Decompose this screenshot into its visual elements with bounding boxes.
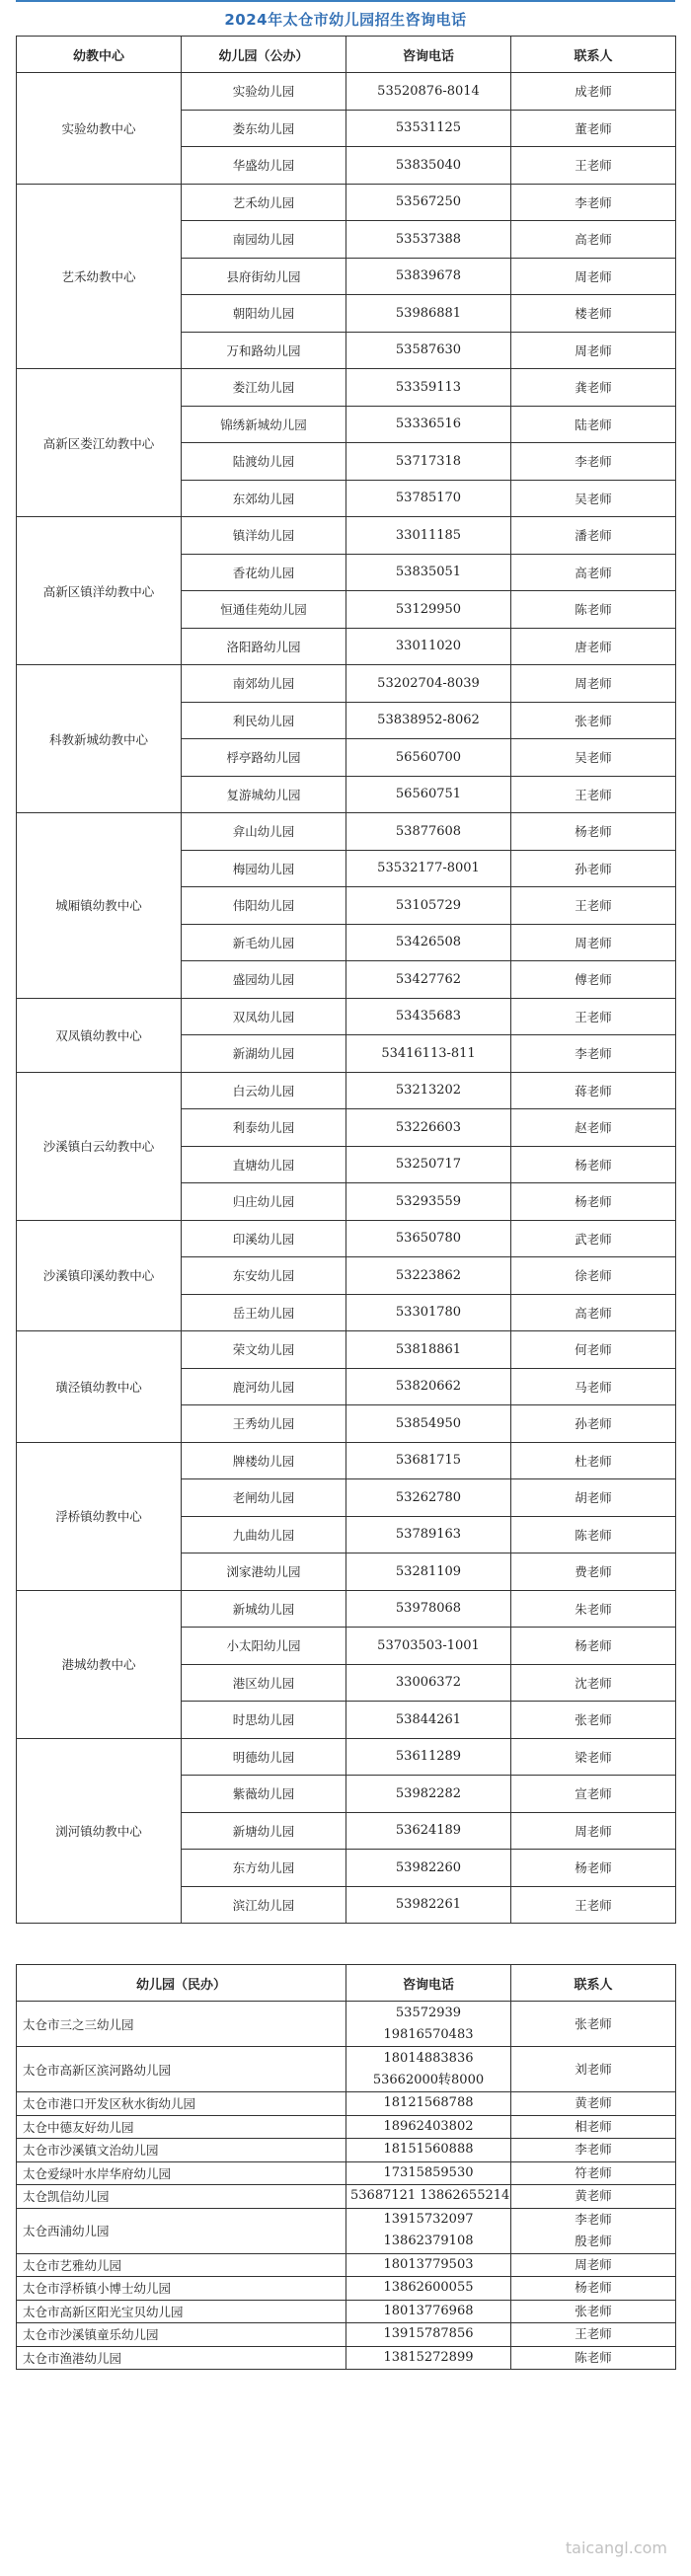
contact-person: 杨老师: [511, 1628, 676, 1665]
contact-person: 胡老师: [511, 1479, 676, 1517]
phone-number: 18121568788: [383, 2095, 474, 2111]
kindergarten-name: 白云幼儿园: [182, 1072, 346, 1109]
kindergarten-name: 太仓市渔港幼儿园: [17, 2346, 346, 2370]
kindergarten-name: 恒通佳苑幼儿园: [182, 591, 346, 629]
contact-person: 宣老师: [511, 1776, 676, 1813]
phone-number: 53223862: [346, 1257, 511, 1295]
phone-number: 53982261: [346, 1886, 511, 1924]
contact-person: 杨老师: [511, 1146, 676, 1183]
table-row: [17, 813, 676, 851]
contact-person: 成老师: [511, 73, 676, 111]
contact-person: 高老师: [511, 554, 676, 591]
contact-person: 周老师: [511, 332, 676, 369]
kindergarten-name: 太仓市浮桥镇小博士幼儿园: [17, 2277, 346, 2301]
phone-cell: [346, 2139, 511, 2162]
kindergarten-name: 利民幼儿园: [182, 702, 346, 739]
kindergarten-name: 太仓市艺雅幼儿园: [17, 2253, 346, 2277]
phone-number: 53572939: [395, 2005, 462, 2020]
phone-number: 18013779503: [383, 2256, 474, 2272]
phone-cell: [346, 2323, 511, 2347]
contact-cell: [511, 2277, 676, 2301]
phone-number: 53537388: [346, 221, 511, 259]
table-row: [17, 517, 676, 555]
contact-person: 王老师: [511, 776, 676, 813]
phone-number: 53301780: [346, 1294, 511, 1331]
header-private-phone: 咨询电话: [346, 1965, 511, 2002]
contact-person: 周老师: [511, 1812, 676, 1850]
contact-person: 费老师: [511, 1553, 676, 1591]
kindergarten-name: 太仓西浦幼儿园: [17, 2208, 346, 2253]
contact-person: 殷老师: [575, 2234, 612, 2248]
table-row: [17, 665, 676, 703]
contact-person: 张老师: [575, 2015, 612, 2031]
table-gap: [0, 1930, 691, 1964]
phone-number: 53435683: [346, 998, 511, 1035]
phone-number: 13915732097: [383, 2212, 474, 2227]
phone-number: 53717318: [346, 443, 511, 481]
private-table-body: [17, 2002, 676, 2370]
phone-number: 33006372: [346, 1664, 511, 1702]
kindergarten-name: 镇洋幼儿园: [182, 517, 346, 555]
center-name: 高新区镇洋幼教中心: [17, 517, 182, 665]
phone-number: 53587630: [346, 332, 511, 369]
private-table-header-row: [17, 1965, 676, 2002]
header-private-kindergarten: 幼儿园（民办）: [17, 1965, 346, 2002]
phone-number: 53662000转8000: [372, 2072, 485, 2087]
kindergarten-name: 太仓中德友好幼儿园: [17, 2115, 346, 2139]
contact-cell: [511, 2161, 676, 2185]
phone-number: 53427762: [346, 961, 511, 999]
kindergarten-name: 牌楼幼儿园: [182, 1442, 346, 1479]
phone-number: 53982282: [346, 1776, 511, 1813]
phone-number: 53835040: [346, 147, 511, 185]
phone-number: 53703503-1001: [346, 1628, 511, 1665]
contact-person: 吴老师: [511, 739, 676, 777]
contact-person: 杨老师: [511, 1850, 676, 1887]
header-phone: 咨询电话: [346, 37, 511, 73]
phone-number: 33011020: [346, 628, 511, 665]
contact-person: 孙老师: [511, 850, 676, 887]
phone-number: 53986881: [346, 295, 511, 333]
contact-person: 王老师: [511, 887, 676, 925]
phone-cell: [346, 2346, 511, 2370]
phone-cell: [346, 2047, 511, 2092]
phone-cell: [346, 2300, 511, 2323]
table-row: [17, 2092, 676, 2116]
contact-cell: [511, 2185, 676, 2209]
kindergarten-name: 实验幼儿园: [182, 73, 346, 111]
phone-number: 18014883836: [383, 2050, 474, 2066]
center-name: 沙溪镇白云幼教中心: [17, 1072, 182, 1220]
contact-person: 王老师: [511, 998, 676, 1035]
contact-person: 楼老师: [511, 295, 676, 333]
contact-person: 周老师: [511, 665, 676, 703]
contact-cell: [511, 2002, 676, 2047]
phone-number: 53129950: [346, 591, 511, 629]
kindergarten-name: 盛园幼儿园: [182, 961, 346, 999]
table-row: [17, 2346, 676, 2370]
kindergarten-name: 万和路幼儿园: [182, 332, 346, 369]
phone-number: 53820662: [346, 1368, 511, 1405]
kindergarten-name: 太仓凯信幼儿园: [17, 2185, 346, 2209]
phone-number: 53250717: [346, 1146, 511, 1183]
table-row: [17, 2047, 676, 2092]
table-row: [17, 2323, 676, 2347]
contact-person: 李老师: [575, 2142, 612, 2158]
phone-number: 53838952-8062: [346, 702, 511, 739]
table-row: [17, 2139, 676, 2162]
header-kindergarten: 幼儿园（公办）: [182, 37, 346, 73]
table-row: [17, 2208, 676, 2253]
phone-number: 53681715: [346, 1442, 511, 1479]
kindergarten-name: 太仓爱绿叶水岸华府幼儿园: [17, 2161, 346, 2185]
kindergarten-name: 滨江幼儿园: [182, 1886, 346, 1924]
phone-cell: [346, 2161, 511, 2185]
contact-person: 吴老师: [511, 480, 676, 517]
contact-person: 陈老师: [511, 591, 676, 629]
kindergarten-name: 东郊幼儿园: [182, 480, 346, 517]
phone-number: 53844261: [346, 1702, 511, 1739]
phone-number: 18151560888: [383, 2142, 474, 2158]
page-title: 2024年太仓市幼儿园招生咨询电话: [224, 10, 467, 29]
phone-cell: [346, 2185, 511, 2209]
table-row: [17, 1442, 676, 1479]
kindergarten-name: 小太阳幼儿园: [182, 1628, 346, 1665]
phone-number: 53567250: [346, 184, 511, 221]
table-row: [17, 184, 676, 221]
kindergarten-name: 锦绣新城幼儿园: [182, 406, 346, 443]
phone-number: 18013776968: [383, 2303, 474, 2318]
kindergarten-name: 太仓市高新区阳光宝贝幼儿园: [17, 2300, 346, 2323]
phone-number: 53336516: [346, 406, 511, 443]
phone-number: 53839678: [346, 258, 511, 295]
center-name: 高新区娄江幼教中心: [17, 369, 182, 517]
contact-person: 周老师: [575, 2256, 612, 2272]
phone-number: 53818861: [346, 1331, 511, 1369]
kindergarten-name: 梅园幼儿园: [182, 850, 346, 887]
phone-number: 13862379108: [383, 2234, 474, 2248]
contact-cell: [511, 2115, 676, 2139]
table-row: [17, 1590, 676, 1628]
center-name: 沙溪镇印溪幼教中心: [17, 1220, 182, 1331]
contact-person: 李老师: [511, 184, 676, 221]
contact-person: 周老师: [511, 924, 676, 961]
kindergarten-name: 陆渡幼儿园: [182, 443, 346, 481]
phone-number: 33011185: [346, 517, 511, 555]
contact-person: 相老师: [575, 2118, 612, 2134]
public-table-header-row: [17, 37, 676, 73]
phone-number: 53105729: [346, 887, 511, 925]
header-center: 幼教中心: [17, 37, 182, 73]
phone-number: 13815272899: [383, 2349, 474, 2365]
kindergarten-name: 县府街幼儿园: [182, 258, 346, 295]
contact-person: 杨老师: [511, 1183, 676, 1221]
center-name: 浏河镇幼教中心: [17, 1738, 182, 1924]
phone-number: 53650780: [346, 1220, 511, 1257]
kindergarten-name: 归庄幼儿园: [182, 1183, 346, 1221]
contact-person: 何老师: [511, 1331, 676, 1369]
contact-person: 杨老师: [575, 2280, 612, 2296]
contact-person: 李老师: [575, 2212, 612, 2227]
kindergarten-name: 伟阳幼儿园: [182, 887, 346, 925]
kindergarten-name: 浏家港幼儿园: [182, 1553, 346, 1591]
phone-number: 53877608: [346, 813, 511, 851]
contact-person: 武老师: [511, 1220, 676, 1257]
table-row: [17, 73, 676, 111]
center-name: 双凤镇幼教中心: [17, 998, 182, 1072]
contact-person: 傅老师: [511, 961, 676, 999]
kindergarten-name: 太仓市港口开发区秋水街幼儿园: [17, 2092, 346, 2116]
phone-number: 53226603: [346, 1109, 511, 1147]
kindergarten-name: 印溪幼儿园: [182, 1220, 346, 1257]
contact-person: 朱老师: [511, 1590, 676, 1628]
kindergarten-name: 新塘幼儿园: [182, 1812, 346, 1850]
phone-number: 13862600055: [383, 2280, 474, 2296]
contact-person: 潘老师: [511, 517, 676, 555]
contact-person: 龚老师: [511, 369, 676, 407]
kindergarten-name: 直塘幼儿园: [182, 1146, 346, 1183]
contact-person: 黄老师: [575, 2188, 612, 2204]
kindergarten-name: 朝阳幼儿园: [182, 295, 346, 333]
contact-person: 陈老师: [575, 2349, 612, 2365]
table-row: [17, 1072, 676, 1109]
phone-number: 53624189: [346, 1812, 511, 1850]
watermark-text: taicangl.com: [565, 2538, 667, 2557]
contact-person: 唐老师: [511, 628, 676, 665]
kindergarten-name: 太仓市高新区滨河路幼儿园: [17, 2047, 346, 2092]
table-row: [17, 2002, 676, 2047]
contact-person: 黄老师: [575, 2095, 612, 2111]
kindergarten-name: 九曲幼儿园: [182, 1516, 346, 1553]
center-name: 城厢镇幼教中心: [17, 813, 182, 999]
phone-number: 53531125: [346, 110, 511, 147]
phone-number: 53982260: [346, 1850, 511, 1887]
kindergarten-name: 王秀幼儿园: [182, 1405, 346, 1443]
kindergarten-name: 太仓市沙溪镇童乐幼儿园: [17, 2323, 346, 2347]
kindergarten-name: 东安幼儿园: [182, 1257, 346, 1295]
phone-number: 53416113-811: [346, 1035, 511, 1073]
kindergarten-name: 双凤幼儿园: [182, 998, 346, 1035]
public-table-body: [17, 73, 676, 1924]
phone-number: 53213202: [346, 1072, 511, 1109]
contact-person: 周老师: [511, 258, 676, 295]
center-name: 浮桥镇幼教中心: [17, 1442, 182, 1590]
table-row: [17, 1220, 676, 1257]
contact-person: 杨老师: [511, 813, 676, 851]
kindergarten-name: 桴亭路幼儿园: [182, 739, 346, 777]
contact-cell: [511, 2139, 676, 2162]
contact-person: 王老师: [575, 2326, 612, 2342]
contact-person: 徐老师: [511, 1257, 676, 1295]
kindergarten-name: 南园幼儿园: [182, 221, 346, 259]
phone-number: 53262780: [346, 1479, 511, 1517]
kindergarten-name: 时思幼儿园: [182, 1702, 346, 1739]
contact-cell: [511, 2092, 676, 2116]
contact-person: 高老师: [511, 1294, 676, 1331]
contact-person: 马老师: [511, 1368, 676, 1405]
phone-cell: [346, 2253, 511, 2277]
contact-cell: [511, 2346, 676, 2370]
contact-person: 梁老师: [511, 1738, 676, 1776]
contact-person: 陈老师: [511, 1516, 676, 1553]
phone-number: 13915787856: [383, 2326, 474, 2342]
phone-number: 53293559: [346, 1183, 511, 1221]
table-row: [17, 2300, 676, 2323]
contact-person: 王老师: [511, 1886, 676, 1924]
kindergarten-name: 艺禾幼儿园: [182, 184, 346, 221]
contact-person: 陆老师: [511, 406, 676, 443]
contact-person: 张老师: [575, 2303, 612, 2318]
table-row: [17, 2253, 676, 2277]
center-name: 艺禾幼教中心: [17, 184, 182, 369]
contact-person: 董老师: [511, 110, 676, 147]
table-row: [17, 1738, 676, 1776]
kindergarten-name: 岳王幼儿园: [182, 1294, 346, 1331]
phone-number: 53426508: [346, 924, 511, 961]
header-private-contact: 联系人: [511, 1965, 676, 2002]
phone-number: 53854950: [346, 1405, 511, 1443]
phone-number: 19816570483: [383, 2026, 474, 2042]
kindergarten-name: 荣文幼儿园: [182, 1331, 346, 1369]
contact-person: 张老师: [511, 1702, 676, 1739]
phone-number: 53202704-8039: [346, 665, 511, 703]
kindergarten-name: 洛阳路幼儿园: [182, 628, 346, 665]
title-bar: [16, 0, 675, 36]
phone-cell: [346, 2277, 511, 2301]
table-row: [17, 998, 676, 1035]
private-kindergarten-table: [16, 1964, 676, 2370]
phone-number: 53978068: [346, 1590, 511, 1628]
kindergarten-name: 新湖幼儿园: [182, 1035, 346, 1073]
table-row: [17, 2185, 676, 2209]
phone-number: 53785170: [346, 480, 511, 517]
kindergarten-name: 东方幼儿园: [182, 1850, 346, 1887]
kindergarten-name: 港区幼儿园: [182, 1664, 346, 1702]
phone-number: 53281109: [346, 1553, 511, 1591]
contact-person: 孙老师: [511, 1405, 676, 1443]
contact-cell: [511, 2047, 676, 2092]
contact-person: 沈老师: [511, 1664, 676, 1702]
table-row: [17, 2161, 676, 2185]
contact-person: 张老师: [511, 702, 676, 739]
kindergarten-name: 娄江幼儿园: [182, 369, 346, 407]
table-row: [17, 1331, 676, 1369]
kindergarten-name: 香花幼儿园: [182, 554, 346, 591]
contact-cell: [511, 2208, 676, 2253]
contact-person: 李老师: [511, 443, 676, 481]
kindergarten-name: 复游城幼儿园: [182, 776, 346, 813]
phone-number: 53687121 13862655214: [350, 2188, 510, 2204]
table-row: [17, 2115, 676, 2139]
phone-cell: [346, 2208, 511, 2253]
phone-number: 56560751: [346, 776, 511, 813]
phone-cell: [346, 2115, 511, 2139]
center-name: 科教新城幼教中心: [17, 665, 182, 813]
kindergarten-name: 弇山幼儿园: [182, 813, 346, 851]
center-name: 港城幼教中心: [17, 1590, 182, 1738]
table-row: [17, 2277, 676, 2301]
kindergarten-name: 新毛幼儿园: [182, 924, 346, 961]
kindergarten-name: 明德幼儿园: [182, 1738, 346, 1776]
kindergarten-name: 太仓市三之三幼儿园: [17, 2002, 346, 2047]
phone-number: 18962403802: [383, 2118, 474, 2134]
phone-number: 53359113: [346, 369, 511, 407]
phone-number: 53789163: [346, 1516, 511, 1553]
contact-cell: [511, 2323, 676, 2347]
contact-person: 杜老师: [511, 1442, 676, 1479]
public-kindergarten-table: [16, 36, 676, 1924]
kindergarten-name: 新城幼儿园: [182, 1590, 346, 1628]
contact-person: 符老师: [575, 2164, 612, 2180]
phone-cell: [346, 2092, 511, 2116]
phone-number: 53520876-8014: [346, 73, 511, 111]
kindergarten-name: 利泰幼儿园: [182, 1109, 346, 1147]
contact-person: 赵老师: [511, 1109, 676, 1147]
contact-person: 刘老师: [575, 2061, 612, 2077]
header-contact: 联系人: [511, 37, 676, 73]
phone-number: 17315859530: [383, 2164, 474, 2180]
contact-person: 蒋老师: [511, 1072, 676, 1109]
contact-person: 李老师: [511, 1035, 676, 1073]
center-name: 实验幼教中心: [17, 73, 182, 185]
contact-cell: [511, 2300, 676, 2323]
table-row: [17, 369, 676, 407]
kindergarten-name: 南郊幼儿园: [182, 665, 346, 703]
contact-person: 高老师: [511, 221, 676, 259]
phone-number: 53611289: [346, 1738, 511, 1776]
phone-cell: [346, 2002, 511, 2047]
contact-cell: [511, 2253, 676, 2277]
kindergarten-name: 太仓市沙溪镇文治幼儿园: [17, 2139, 346, 2162]
contact-person: 王老师: [511, 147, 676, 185]
phone-number: 53835051: [346, 554, 511, 591]
kindergarten-name: 鹿河幼儿园: [182, 1368, 346, 1405]
kindergarten-name: 娄东幼儿园: [182, 110, 346, 147]
kindergarten-name: 老闸幼儿园: [182, 1479, 346, 1517]
kindergarten-name: 华盛幼儿园: [182, 147, 346, 185]
phone-number: 53532177-8001: [346, 850, 511, 887]
kindergarten-name: 紫薇幼儿园: [182, 1776, 346, 1813]
phone-number: 56560700: [346, 739, 511, 777]
center-name: 璜泾镇幼教中心: [17, 1331, 182, 1443]
